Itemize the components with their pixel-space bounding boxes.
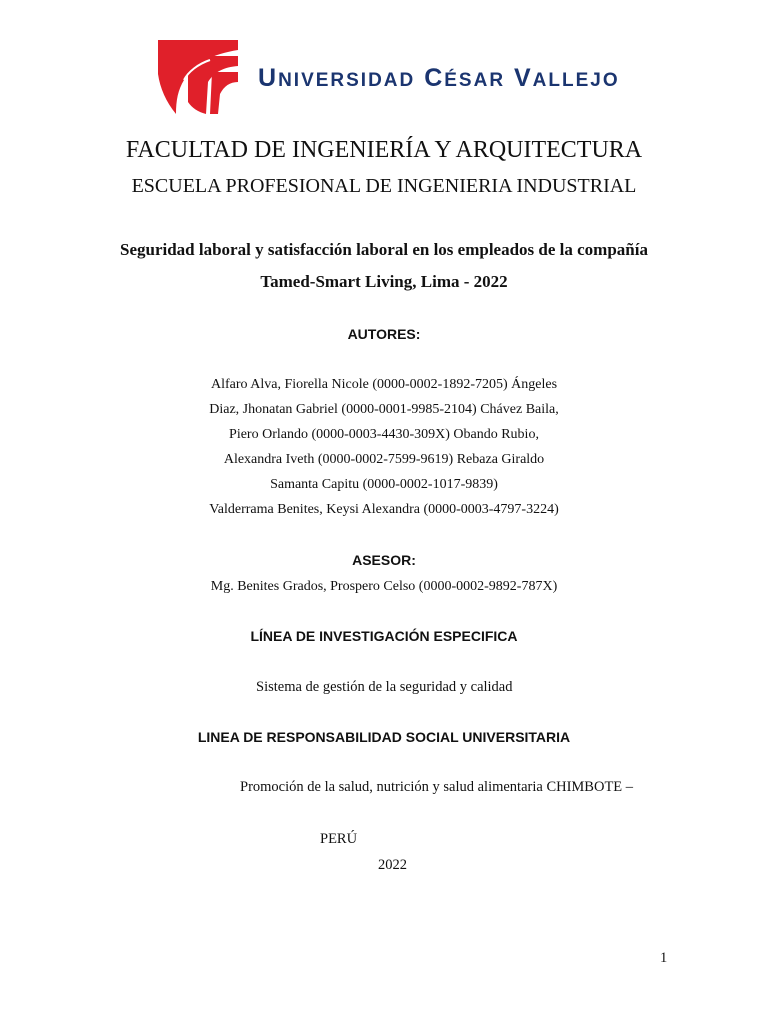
page-number: 1: [660, 950, 668, 966]
advisor-name: Mg. Benites Grados, Prospero Celso (0000-0002-9892-787X): [210, 579, 558, 594]
advisor-heading: ASESOR:: [352, 552, 416, 568]
author-line: Valderrama Benites, Keysi Alexandra (0000-0003-4797-3224): [209, 502, 559, 517]
school-title: ESCUELA PROFESIONAL DE INGENIERIA INDUSTRIAL: [131, 175, 637, 197]
author-line: Piero Orlando (0000-0003-4430-309X) Obando Rubio,: [229, 427, 539, 442]
author-line: Diaz, Jhonatan Gabriel (0000-0001-9985-2104) Chávez Baila,: [209, 402, 559, 417]
social-line-value: Promoción de la salud, nutrición y salud alimentaria CHIMBOTE –: [240, 779, 634, 795]
faculty-title: FACULTAD DE INGENIERÍA Y ARQUITECTURA: [125, 137, 643, 163]
author-line: Samanta Capitu (0000-0002-1017-9839): [270, 477, 498, 492]
research-line-heading: LÍNEA DE INVESTIGACIÓN ESPECIFICA: [250, 628, 518, 644]
author-line: Alfaro Alva, Fiorella Nicole (0000-0002-1892-7205) Ángeles: [210, 377, 558, 392]
social-line-heading: LINEA DE RESPONSABILIDAD SOCIAL UNIVERSITARIA: [197, 729, 571, 745]
country: PERÚ: [320, 831, 358, 847]
author-line: Alexandra Iveth (0000-0002-7599-9619) Rebaza Giraldo: [223, 452, 545, 467]
university-wordmark: UNIVERSIDAD CÉSAR VALLEJO: [258, 64, 620, 92]
university-logo-icon: [158, 40, 238, 114]
authors-heading: AUTORES:: [347, 326, 421, 342]
thesis-title-line-2: Tamed-Smart Living, Lima - 2022: [260, 272, 508, 291]
research-line-value: Sistema de gestión de la seguridad y calidad: [256, 679, 513, 695]
thesis-title-line-1: Seguridad laboral y satisfacción laboral en los empleados de la compañía: [120, 240, 648, 259]
year: 2022: [378, 857, 407, 873]
